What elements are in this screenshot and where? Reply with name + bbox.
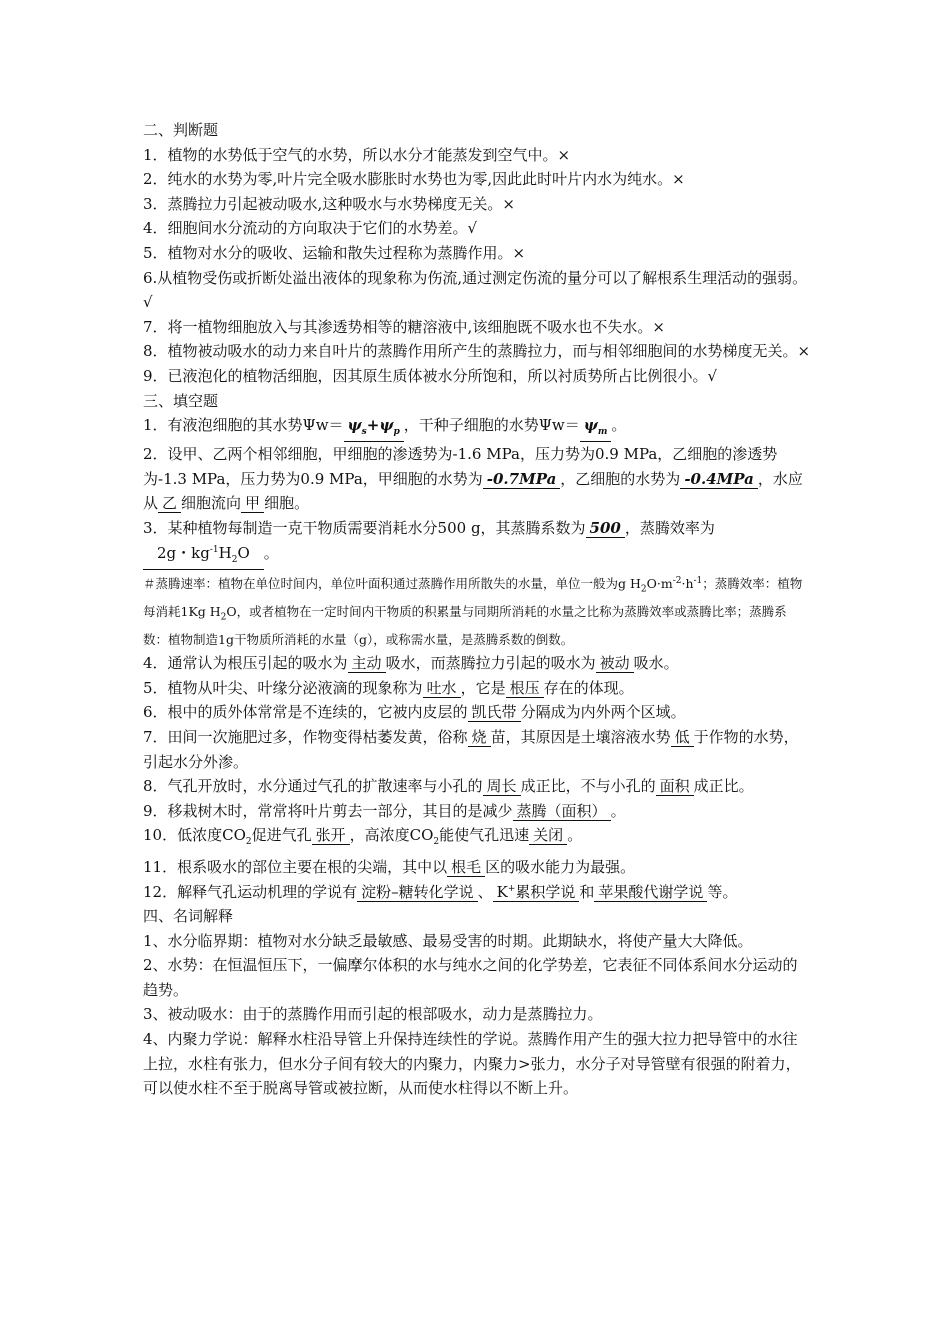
fill-item-3: 3．某种植物每制造一克干物质需要消耗水分500 g，其蒸腾系数为 500 ，蒸腾效率为 2g・$kg^{-1}H_2O$ 。: [143, 516, 811, 570]
term-definition: 1、水分临界期：植物对水分缺乏最敏感、最易受害的时期。此期缺水，将使产量大大降低。: [143, 931, 753, 950]
blank-answer: 根压: [506, 680, 544, 698]
blank-answer: 凯氏带: [468, 704, 521, 722]
blank-answer: 2g・$kg^{-1}H_2O$: [143, 542, 264, 570]
blank-answer: 淀粉–糖转化学说: [357, 884, 478, 902]
fill-item-11: 11．根系吸水的部位主要在根的尖端，其中以 根毛 区的吸水能力为最强。: [143, 857, 636, 876]
fill-item-4: 4．通常认为根压引起的吸水为 主动 吸水，而蒸腾拉力引起的吸水为 被动 吸水。: [143, 654, 679, 673]
judgment-item: 4．细胞间水分流动的方向取决于它们的水势差。√: [143, 219, 478, 238]
fill-item-8: 8．气孔开放时，水分通过气孔的扩散速率与小孔的 周长 成正比，不与小孔的 面积 成正比。: [143, 777, 754, 796]
judgment-item: 9．已液泡化的植物活细胞，因其原生质体被水分所饱和，所以衬质势所占比例很小。√: [143, 366, 718, 385]
fill-item-9: 9．移栽树木时，常常将叶片剪去一部分，其目的是减少 蒸腾（面积） 。: [143, 801, 626, 820]
judgment-item: 8．植物被动吸水的动力来自叶片的蒸腾作用所产生的蒸腾拉力，而与相邻细胞间的水势梯度无关。×: [143, 342, 811, 361]
fill-item-10: 10．低浓度$CO_2$促进气孔 张开 ，高浓度$CO_2$能使气孔迅速 关闭 。: [143, 826, 583, 848]
blank-answer: 根毛: [447, 859, 485, 877]
document-content: [143, 118, 811, 1101]
judgment-item: 1．植物的水势低于空气的水势，所以水分才能蒸发到空气中。×: [143, 145, 571, 164]
judgment-item: 5．植物对水分的吸收、运输和散失过程称为蒸腾作用。×: [143, 243, 526, 262]
blank-answer: 周长: [483, 778, 521, 796]
blank-answer: $\psi_m$: [580, 417, 612, 442]
judgment-item: 7．将一植物细胞放入与其渗透势相等的糖溶液中,该细胞既不吸水也不失水。×: [143, 317, 665, 336]
term-definition: 4、内聚力学说：解释水柱沿导管上升保持连续性的学说。蒸腾作用产生的强大拉力把导管中的水往上拉，水柱有张力，但水分子间有较大的内聚力，内聚力>张力，水分子对导管壁有很强的附着力，可以使水柱不至于脱离导管或被拉断，从而使水柱得以不断上升。: [143, 1030, 801, 1098]
blank-answer: -0.7MPa: [483, 471, 561, 489]
judgment-item: 3．蒸腾拉力引起被动吸水,这种吸水与水势梯度无关。×: [143, 194, 515, 213]
blank-answer: 吐水: [423, 680, 461, 698]
blank-answer: 苹果酸代谢学说: [594, 884, 707, 902]
blank-answer: 关闭: [529, 827, 567, 845]
fill-item-1: 1．有液泡细胞的其水势$\Psi w= \psi_s+\psi_p$ ，干种子细胞的水势$\Psi w= \psi_m$ 。: [143, 413, 811, 442]
transpiration-note: ＃蒸腾速率：植物在单位时间内，单位叶面积通过蒸腾作用所散失的水量，单位一般为g $H_2O\cdot m^{-2}\cdot h^{-1}$；蒸腾效率：植物每消耗1Kg $H_2O$，或者植物在一定时间内干物质的积累量与同期所消耗的水量之比称为蒸腾效率或蒸腾比率；蒸腾系数：植物制造1g干物质所消耗的水量（g），或称需水量，是蒸腾系数的倒数。: [143, 575, 803, 647]
blank-answer: 500: [586, 520, 625, 538]
section-heading-fill-blank: 三、填空题: [143, 391, 219, 410]
blank-answer: $\psi_s+\psi_p$: [344, 417, 404, 442]
blank-answer: 张开: [312, 827, 350, 845]
blank-answer: K+累积学说: [493, 881, 580, 902]
judgment-item: 2．纯水的水势为零,叶片完全吸水膨胀时水势也为零,因此此时叶片内水为纯水。×: [143, 170, 685, 189]
fill-item-5: 5．植物从叶尖、叶缘分泌液滴的现象称为 吐水 ，它是 根压 存在的体现。: [143, 678, 634, 697]
fill-item-6: 6．根中的质外体常常是不连续的，它被内皮层的 凯氏带 分隔成为内外两个区域。: [143, 703, 686, 722]
blank-answer: 面积: [656, 778, 694, 796]
term-definition: 3、被动吸水：由于的蒸腾作用而引起的根部吸水，动力是蒸腾拉力。: [143, 1005, 603, 1024]
section-heading-judgment: 二、判断题: [143, 121, 219, 139]
blank-answer: 乙: [158, 495, 181, 513]
blank-answer: 烧: [468, 729, 491, 747]
section-heading-terms: 四、名词解释: [143, 907, 234, 926]
blank-answer: 低: [671, 729, 694, 747]
fill-item-2: 2．设甲、乙两个相邻细胞，甲细胞的渗透势为-1.6 MPa，压力势为0.9 MPa，乙细胞的渗透势为-1.3 MPa，压力势为0.9 MPa，甲细胞的水势为 -0.7MPa ，乙细胞的水势为 -0.4MPa ，水应从 乙 细胞流向 甲 细胞。: [143, 445, 803, 513]
term-definition: 2、水势：在恒温恒压下，一偏摩尔体积的水与纯水之间的化学势差，它表征不同体系间水分运动的趋势。: [143, 956, 798, 999]
fill-item-7: 7．田间一次施肥过多，作物变得枯萎发黄，俗称 烧 苗，其原因是土壤溶液水势 低 于作物的水势，引起水分外渗。: [143, 727, 799, 771]
blank-answer: 被动: [596, 655, 634, 673]
blank-answer: 甲: [241, 495, 264, 513]
blank-answer: 主动: [348, 655, 386, 673]
judgment-item: 6.从植物受伤或折断处溢出液体的现象称为伤流,通过测定伤流的量分可以了解根系生理活动的强弱。√: [143, 268, 808, 312]
fill-item-12: 12．解释气孔运动机理的学说有 淀粉–糖转化学说 、 K+累积学说 和 苹果酸代谢学说 等。: [143, 882, 738, 901]
blank-answer: -0.4MPa: [680, 471, 758, 489]
blank-answer: 蒸腾（面积）: [513, 803, 611, 821]
